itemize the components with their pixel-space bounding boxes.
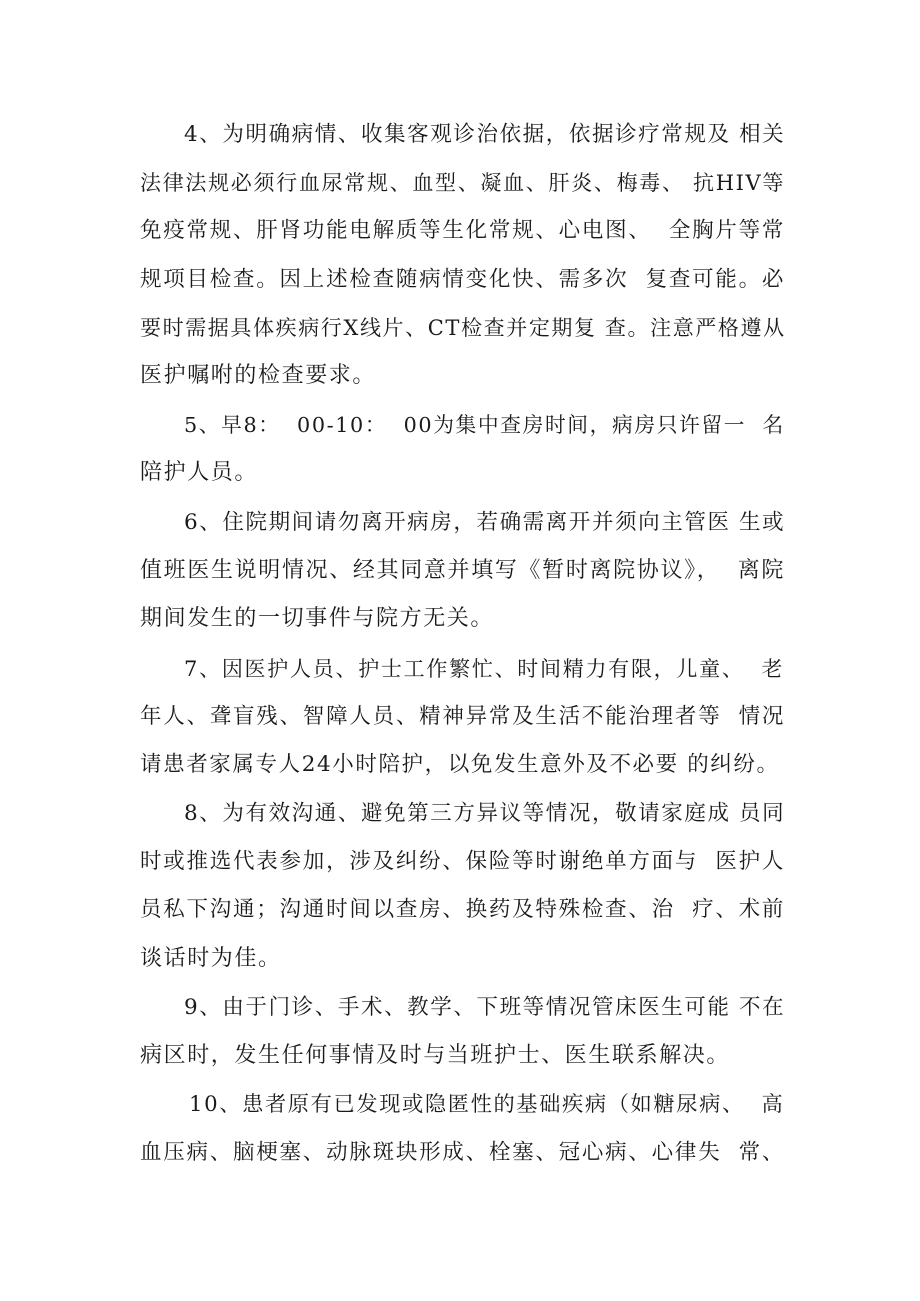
paragraph-line: 规项目检查。因上述检查随病情变化快、需多次 复查可能。必 <box>140 267 785 292</box>
paragraph-line: 10、患者原有已发现或隐匿性的基础疾病（如糖尿病、 高 <box>189 1092 785 1117</box>
paragraph-line: 员私下沟通；沟通时间以查房、换药及特殊检查、治 疗、术前 <box>140 897 785 922</box>
paragraph-line: 5、早8： 00-10： 00为集中查房时间，病房只许留一 名 <box>184 413 785 437</box>
paragraph-line: 法律法规必须行血尿常规、血型、凝血、肝炎、梅毒、 抗HIV等 <box>140 171 785 195</box>
paragraph-line: 要时需据具体疾病行X线片、CT检查并定期复 查。注意严格遵从 <box>140 316 786 340</box>
paragraph-line: 8、为有效沟通、避免第三方异议等情况，敬请家庭成 员同 <box>184 801 786 826</box>
paragraph-line: 4、为明确病情、收集客观诊治依据，依据诊疗常规及 相关 <box>184 122 786 147</box>
paragraph-line: 血压病、脑梗塞、动脉斑块形成、栓塞、冠心病、心律失 常、 <box>140 1140 785 1165</box>
paragraph-line: 病区时，发生任何事情及时与当班护士、医生联系解决。 <box>140 1043 731 1068</box>
paragraph-line: 谈话时为佳。 <box>140 946 282 971</box>
paragraph-line: 值班医生说明情况、经其同意并填写《暂时离院协议》， 离院 <box>140 558 785 583</box>
paragraph-line: 6、住院期间请勿离开病房，若确需离开并须向主管医 生或 <box>184 510 786 535</box>
paragraph-line: 期间发生的一切事件与院方无关。 <box>140 606 495 631</box>
paragraph-line: 年人、聋盲残、智障人员、精神异常及生活不能治理者等 情况 <box>140 704 785 729</box>
paragraph-line: 9、由于门诊、手术、教学、下班等情况管床医生可能 不在 <box>184 995 786 1020</box>
paragraph-line: 免疫常规、肝肾功能电解质等生化常规、心电图、 全胸片等常 <box>140 218 785 243</box>
paragraph-line: 请患者家属专人24小时陪护，以免发生意外及不必要 的纠纷。 <box>140 752 780 777</box>
paragraph-line: 时或推选代表参加，涉及纠纷、保险等时谢绝单方面与 医护人 <box>140 849 785 874</box>
paragraph-line: 7、因医护人员、护士工作繁忙、时间精力有限，儿童、 老 <box>184 657 784 681</box>
paragraph-line: 陪护人员。 <box>140 460 259 485</box>
paragraph-line: 医护嘱咐的检查要求。 <box>140 363 377 388</box>
